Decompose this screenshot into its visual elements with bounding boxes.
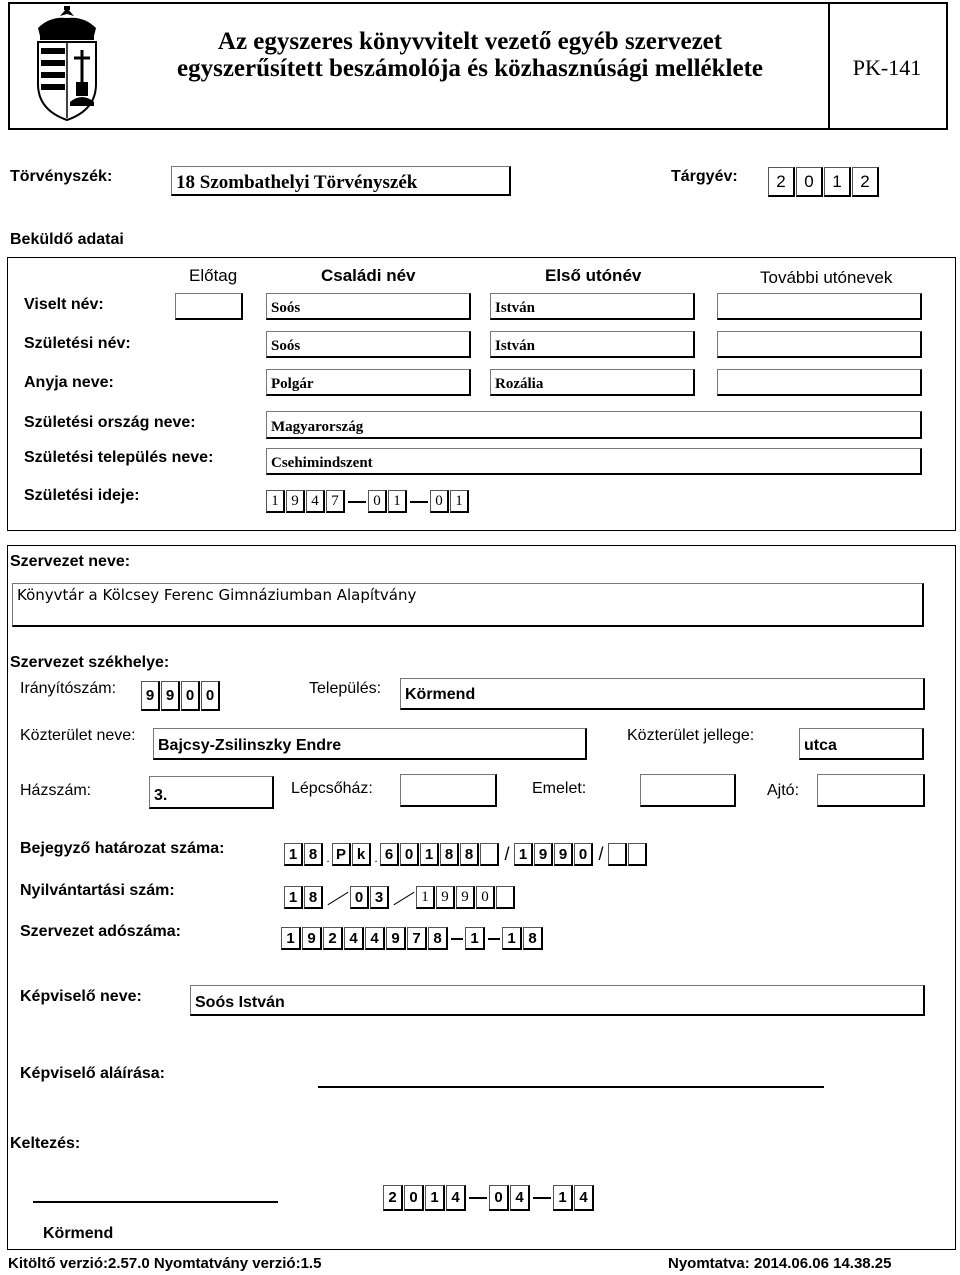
street-type-label: Közterület jellege: xyxy=(627,727,755,744)
reg-digit[interactable]: 1 xyxy=(420,843,439,866)
year-digit[interactable]: 2 xyxy=(768,167,795,197)
date-dash xyxy=(469,1197,487,1199)
door-label: Ajtó: xyxy=(767,782,800,799)
registry-digit[interactable]: 0 xyxy=(476,886,495,909)
header-divider xyxy=(828,2,830,130)
birth-year-digit[interactable]: 4 xyxy=(306,490,325,513)
dating-year-digit[interactable]: 2 xyxy=(383,1185,403,1211)
reg-slash: / xyxy=(504,844,510,864)
tax-digit[interactable]: 1 xyxy=(281,927,301,950)
signature-line xyxy=(318,1086,824,1088)
registry-separator xyxy=(326,888,348,908)
reg-digit[interactable] xyxy=(480,843,499,866)
footer-printed: Nyomtatva: 2014.06.06 14.38.25 xyxy=(668,1255,892,1272)
house-field[interactable]: 3. xyxy=(149,776,274,809)
org-name-label: Szervezet neve: xyxy=(10,553,131,570)
tax-digit[interactable]: 4 xyxy=(365,927,385,950)
birth-country-field[interactable]: Magyarország xyxy=(266,411,922,439)
tax-digit[interactable]: 2 xyxy=(323,927,343,950)
date-dash xyxy=(410,501,428,503)
col-first-header: Első utónév xyxy=(545,266,642,285)
street-type-field[interactable]: utca xyxy=(799,728,924,760)
registry-digit[interactable]: 8 xyxy=(304,886,323,909)
form-title-line2: egyszerűsített beszámolója és közhasznúsági melléklete xyxy=(177,55,763,82)
used-name-family-field[interactable]: Soós xyxy=(266,293,471,320)
form-title-line1: Az egyszeres könyvvitelt vezető egyéb szervezet xyxy=(217,28,723,55)
floor-field[interactable] xyxy=(640,774,736,807)
zip-digit[interactable]: 9 xyxy=(161,681,180,711)
footer-version: Kitöltő verzió:2.57.0 Nyomtatvány verzió:1.5 xyxy=(8,1255,322,1272)
rep-sign-label: Képviselő aláírása: xyxy=(20,1065,165,1082)
zip-digit[interactable]: 0 xyxy=(181,681,200,711)
birth-town-label: Születési település neve: xyxy=(24,449,214,466)
dating-year-digit[interactable]: 1 xyxy=(425,1185,445,1211)
registry-digit[interactable]: 1 xyxy=(416,886,435,909)
tax-digit[interactable]: 4 xyxy=(344,927,364,950)
birth-date-label: Születési ideje: xyxy=(24,487,140,504)
registry-digit[interactable]: 9 xyxy=(436,886,455,909)
org-name-field[interactable]: Könyvtár a Kölcsey Ferenc Gimnáziumban Alapítvány xyxy=(12,583,924,627)
year-digit[interactable]: 0 xyxy=(796,167,823,197)
floor-label: Emelet: xyxy=(532,780,587,797)
court-label: Törvényszék: xyxy=(10,168,113,185)
zip-digit[interactable]: 9 xyxy=(141,681,160,711)
birth-year-digit[interactable]: 7 xyxy=(326,490,345,513)
reg-digit[interactable]: 8 xyxy=(304,843,323,866)
dating-month-digit[interactable]: 4 xyxy=(510,1185,530,1211)
reg-digit[interactable]: 9 xyxy=(554,843,573,866)
col-family-header: Családi név xyxy=(321,266,416,285)
col-other-header: További utónevek xyxy=(760,268,893,287)
org-seat-label: Szervezet székhelye: xyxy=(10,654,170,671)
tax-digit[interactable]: 8 xyxy=(523,927,543,950)
reg-digit[interactable]: P xyxy=(332,843,351,866)
birth-date-digits[interactable] xyxy=(266,490,470,513)
registry-digit[interactable]: 3 xyxy=(370,886,389,909)
dating-day-digit[interactable]: 4 xyxy=(574,1185,594,1211)
tax-digit[interactable]: 9 xyxy=(302,927,322,950)
birth-name-family-field[interactable]: Soós xyxy=(266,331,471,358)
registry-separator xyxy=(392,888,414,908)
reg-digit[interactable]: 6 xyxy=(380,843,399,866)
rep-name-label: Képviselő neve: xyxy=(20,988,142,1005)
dating-label: Keltezés: xyxy=(10,1135,81,1152)
reg-digit[interactable]: 0 xyxy=(574,843,593,866)
birth-name-label: Születési név: xyxy=(24,335,131,352)
reg-slash: / xyxy=(598,844,604,864)
reg-digit[interactable] xyxy=(608,843,627,866)
tax-digit[interactable]: 1 xyxy=(465,927,485,950)
tax-digit[interactable]: 9 xyxy=(386,927,406,950)
reg-decision-label: Bejegyző határozat száma: xyxy=(20,840,225,857)
reg-digit[interactable]: k xyxy=(352,843,371,866)
reg-digit[interactable]: 8 xyxy=(460,843,479,866)
birth-day-digit[interactable]: 1 xyxy=(450,490,469,513)
zip-digits[interactable] xyxy=(141,681,221,711)
birth-name-other-field[interactable] xyxy=(717,331,922,358)
reg-separator: . xyxy=(326,850,330,865)
registry-digit[interactable]: 1 xyxy=(284,886,303,909)
year-label: Tárgyév: xyxy=(671,168,738,185)
reg-separator: . xyxy=(374,850,378,865)
col-prefix-header: Előtag xyxy=(189,266,238,285)
date-dash xyxy=(348,501,366,503)
coat-of-arms-icon xyxy=(30,6,104,124)
birth-day-digit[interactable]: 0 xyxy=(430,490,449,513)
used-name-other-field[interactable] xyxy=(717,293,922,320)
court-field[interactable]: 18 Szombathelyi Törvényszék xyxy=(171,166,511,196)
birth-year-digit[interactable]: 1 xyxy=(266,490,285,513)
dating-month-digit[interactable]: 0 xyxy=(489,1185,509,1211)
reg-digit[interactable]: 9 xyxy=(534,843,553,866)
mother-name-family-field[interactable]: Polgár xyxy=(266,369,471,396)
town-label: Település: xyxy=(309,680,382,697)
date-dash xyxy=(533,1197,551,1199)
town-field[interactable]: Körmend xyxy=(400,678,925,710)
year-digits[interactable] xyxy=(768,167,880,197)
birth-country-label: Születési ország neve: xyxy=(24,414,196,431)
used-name-prefix-field[interactable] xyxy=(175,293,243,320)
tax-digits[interactable] xyxy=(281,927,544,950)
rep-name-field[interactable]: Soós István xyxy=(190,985,925,1016)
dating-year-digit[interactable]: 4 xyxy=(446,1185,466,1211)
zip-label: Irányítószám: xyxy=(20,680,117,697)
dating-day-digit[interactable]: 1 xyxy=(553,1185,573,1211)
stair-field[interactable] xyxy=(400,774,497,807)
tax-dash xyxy=(488,938,500,940)
birth-month-digit[interactable]: 1 xyxy=(388,490,407,513)
used-name-label: Viselt név: xyxy=(24,296,104,313)
registry-digit[interactable]: 9 xyxy=(456,886,475,909)
reg-digit[interactable]: 1 xyxy=(284,843,303,866)
used-name-first-field[interactable]: István xyxy=(490,293,695,320)
street-label: Közterület neve: xyxy=(20,727,136,744)
tax-digit[interactable]: 7 xyxy=(407,927,427,950)
tax-digit[interactable]: 8 xyxy=(428,927,448,950)
dating-digits[interactable] xyxy=(383,1185,595,1211)
reg-digit[interactable] xyxy=(628,843,647,866)
year-digit[interactable]: 1 xyxy=(824,167,851,197)
stair-label: Lépcsőház: xyxy=(291,780,373,797)
birth-name-first-field[interactable]: István xyxy=(490,331,695,358)
reg-digit[interactable]: 1 xyxy=(514,843,533,866)
tax-dash xyxy=(451,938,463,940)
birth-year-digit[interactable]: 9 xyxy=(286,490,305,513)
house-label: Házszám: xyxy=(20,782,92,799)
street-field[interactable]: Bajcsy-Zsilinszky Endre xyxy=(153,728,587,760)
year-digit[interactable]: 2 xyxy=(852,167,879,197)
tax-label: Szervezet adószáma: xyxy=(20,923,181,940)
tax-digit[interactable]: 1 xyxy=(502,927,522,950)
door-field[interactable] xyxy=(817,774,925,807)
birth-month-digit[interactable]: 0 xyxy=(368,490,387,513)
reg-digit[interactable]: 8 xyxy=(440,843,459,866)
reg-decision-digits[interactable] xyxy=(284,843,648,866)
mother-name-other-field[interactable] xyxy=(717,369,922,396)
birth-town-field[interactable]: Csehimindszent xyxy=(266,448,922,475)
reg-digit[interactable]: 0 xyxy=(400,843,419,866)
mother-name-label: Anyja neve: xyxy=(24,374,114,391)
sender-section-label: Beküldő adatai xyxy=(10,231,124,248)
registry-label: Nyilvántartási szám: xyxy=(20,882,175,899)
dating-year-digit[interactable]: 0 xyxy=(404,1185,424,1211)
place-line xyxy=(33,1201,278,1203)
mother-name-first-field[interactable]: Rozália xyxy=(490,369,695,396)
registry-digit[interactable]: 0 xyxy=(350,886,369,909)
dating-place: Körmend xyxy=(43,1225,114,1242)
registry-digits[interactable] xyxy=(284,886,516,909)
form-code: PK-141 xyxy=(852,55,922,80)
zip-digit[interactable]: 0 xyxy=(201,681,220,711)
registry-digit[interactable] xyxy=(496,886,515,909)
